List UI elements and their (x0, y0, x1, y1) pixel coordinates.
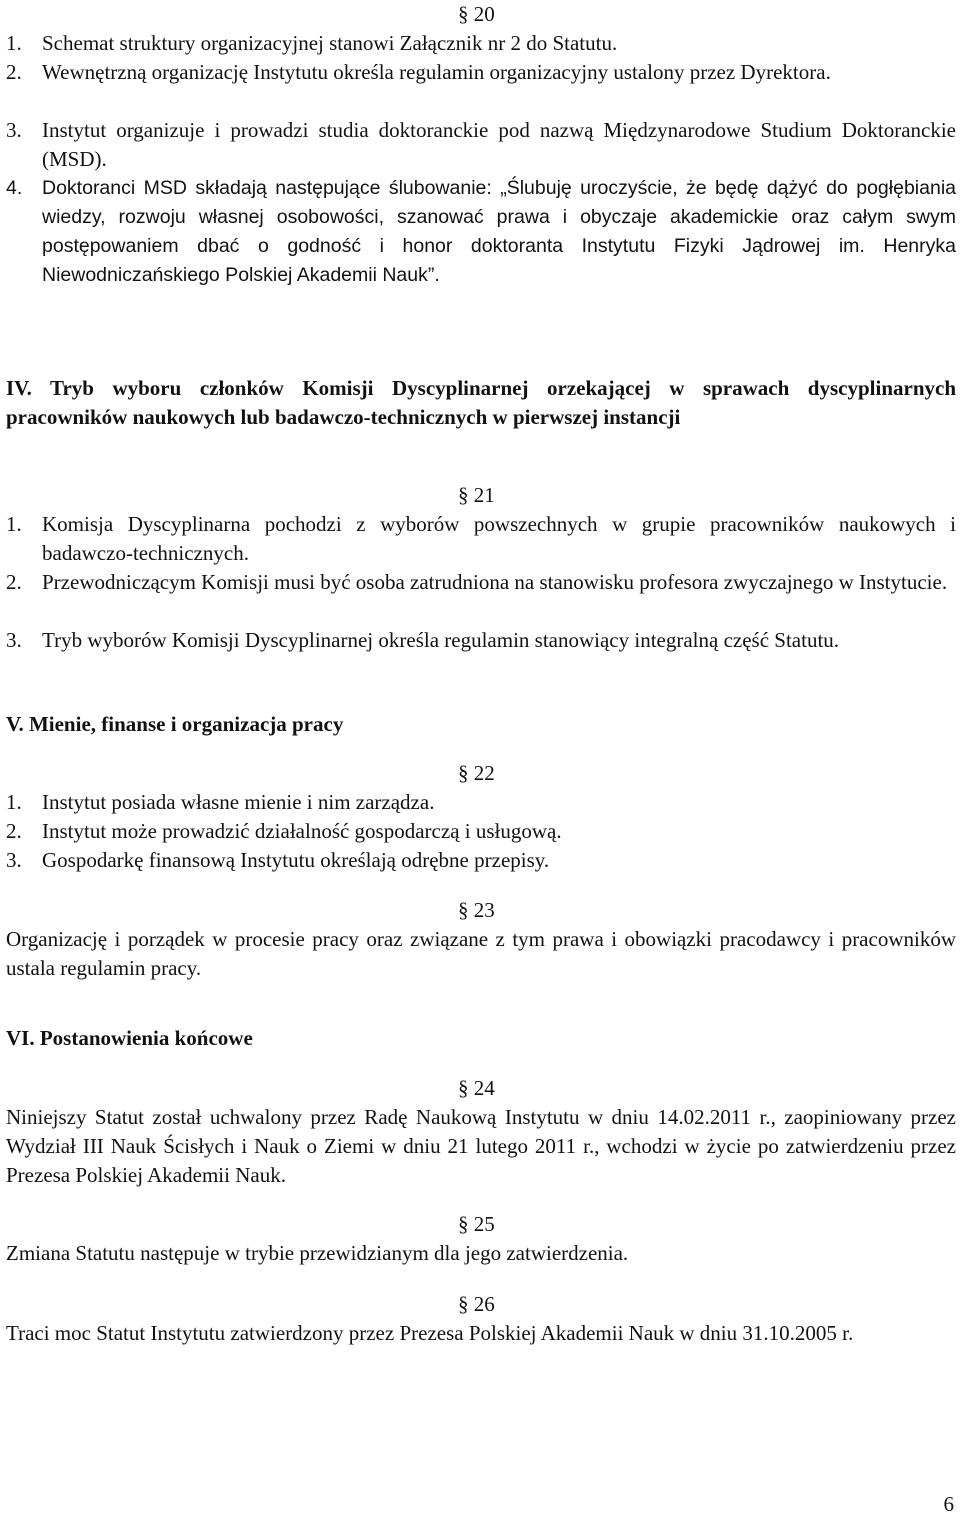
item-number: 2. (6, 570, 22, 594)
section-20-mark: § 20 (458, 2, 495, 26)
list-item (6, 116, 956, 174)
section-25-mark: § 25 (458, 1212, 495, 1236)
section-25-text: Zmiana Statutu następuje w trybie przewidzianym dla jego zatwierdzenia. (6, 1241, 629, 1265)
item-number: 2. (6, 819, 22, 843)
list-item (6, 817, 956, 846)
list-item (6, 58, 956, 87)
item-text: Schemat struktury organizacyjnej stanowi Załącznik nr 2 do Statutu. (42, 31, 618, 55)
item-number: 3. (6, 628, 22, 652)
item-text: Komisja Dyscyplinarna pochodzi z wyborów powszechnych w grupie pracowników naukowych i badawczo-technicznych. (42, 512, 956, 565)
section-26-mark: § 26 (458, 1292, 495, 1316)
section-21-mark: § 21 (458, 483, 495, 507)
item-number: 1. (6, 512, 22, 536)
page-number: 6 (943, 1492, 954, 1516)
list-item (6, 29, 956, 58)
item-text: Instytut może prowadzić działalność gospodarczą i usługową. (42, 819, 562, 843)
section-22-mark: § 22 (458, 761, 495, 785)
list-item (6, 510, 956, 568)
item-number: 4. (6, 177, 23, 199)
item-number: 3. (6, 848, 22, 872)
chapter-heading-v: V. Mienie, finanse i organizacja pracy (6, 712, 344, 736)
item-number: 1. (6, 790, 22, 814)
chapter-heading-vi: VI. Postanowienia końcowe (6, 1026, 253, 1050)
item-text: Instytut organizuje i prowadzi studia doktoranckie pod nazwą Międzynarodowe Studium Doktoranckie (MSD). (42, 118, 956, 171)
item-text: Przewodniczącym Komisji musi być osoba zatrudniona na stanowisku profesora zwyczajnego w Instytucie. (42, 570, 948, 594)
item-number: 2. (6, 60, 22, 84)
section-24-mark: § 24 (458, 1076, 495, 1100)
item-text: Tryb wyborów Komisji Dyscyplinarnej określa regulamin stanowiący integralną część Statutu. (42, 628, 840, 652)
list-item (6, 568, 956, 597)
item-text: Gospodarkę finansową Instytutu określają odrębne przepisy. (42, 848, 550, 872)
item-text: Wewnętrzną organizację Instytutu określa regulamin organizacyjny ustalony przez Dyrektora. (42, 60, 831, 84)
list-item (6, 174, 956, 290)
list-item (6, 788, 956, 817)
item-number: 1. (6, 31, 22, 55)
section-23-text: Organizację i porządek w procesie pracy oraz związane z tym prawa i obowiązki pracodawcy i pracowników ustala regulamin pracy. (6, 927, 956, 980)
item-text: Instytut posiada własne mienie i nim zarządza. (42, 790, 435, 814)
section-26-text: Traci moc Statut Instytutu zatwierdzony przez Prezesa Polskiej Akademii Nauk w dniu 31.10.2005 r. (6, 1321, 854, 1345)
list-item (6, 846, 956, 875)
section-23-mark: § 23 (458, 898, 495, 922)
section-24-text: Niniejszy Statut został uchwalony przez Radę Naukową Instytutu w dniu 14.02.2011 r., zaopiniowany przez Wydział III Nauk Ścisłych i Nauk o Ziemi w dniu 21 lutego 2011 r., wchodzi w życie po zatwierdzeniu przez Prezesa Polskiej Akademii Nauk. (6, 1105, 956, 1187)
oath-text: Doktoranci MSD składają następujące ślubowanie: „Ślubuję uroczyście, że będę dążyć do pogłębiania wiedzy, rozwoju własnej osobowości, szanować prawa i obyczaje akademickie oraz całym swym postępowaniem dbać o godność i honor doktoranta Instytutu Fizyki Jądrowej im. Henryka Niewodniczańskiego Polskiej Akademii Nauk”. (42, 177, 956, 286)
item-number: 3. (6, 118, 22, 142)
list-item (6, 626, 956, 655)
chapter-heading-iv: IV. Tryb wyboru członków Komisji Dyscyplinarnej orzekającej w sprawach dyscyplinarnych pracowników naukowych lub badawczo-technicznych w pierwszej instancji (6, 376, 956, 429)
